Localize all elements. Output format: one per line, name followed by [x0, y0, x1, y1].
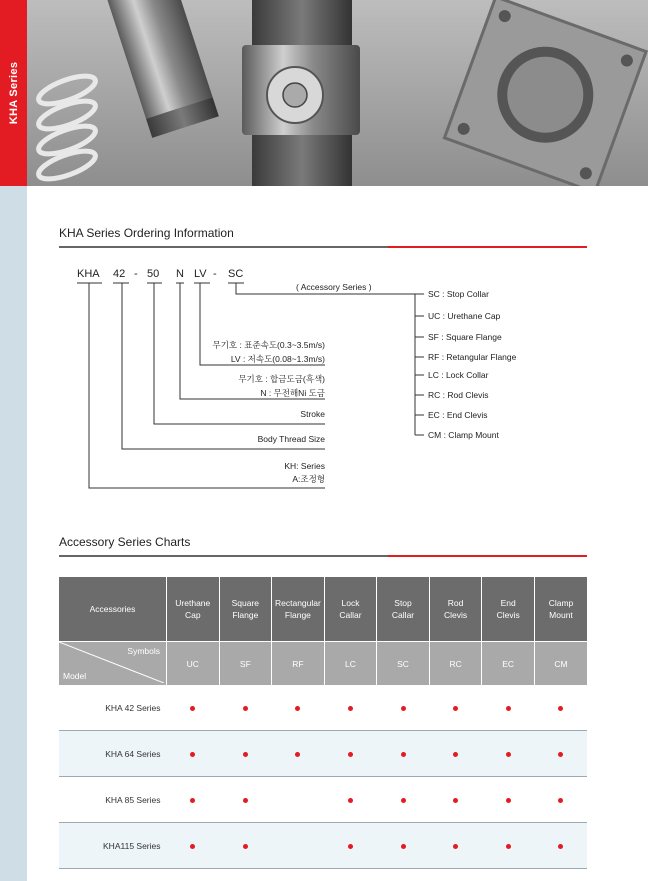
code-dash: -: [134, 268, 138, 280]
heading-rule-accent: [388, 555, 587, 557]
availability-cell: [534, 777, 587, 823]
availability-cell: [377, 777, 430, 823]
availability-cell: [272, 823, 325, 869]
plating-note: [175, 373, 325, 399]
symbol-cell: RC: [429, 642, 482, 686]
header-line: Rectangular: [274, 598, 321, 608]
speed-note-line: LV : 저속도(0.08~1.3m/s): [230, 354, 325, 364]
availability-cell: [272, 731, 325, 777]
series-note-line: KH: Series: [284, 461, 325, 471]
header-line: Flange: [232, 610, 259, 620]
available-dot-icon: [558, 844, 563, 849]
availability-cell: [324, 777, 377, 823]
header-line: End: [500, 598, 516, 608]
table-row: [59, 823, 587, 869]
available-dot-icon: [401, 706, 406, 711]
symbols-row: [59, 642, 587, 686]
symbol-cell: SF: [219, 642, 272, 686]
series-note-line: A:조정형: [292, 474, 325, 484]
accessory-item: RC : Rod Clevis: [428, 390, 489, 400]
availability-cell: [429, 777, 482, 823]
available-dot-icon: [453, 844, 458, 849]
availability-cell: [167, 731, 220, 777]
availability-cell: [272, 685, 325, 731]
accessory-item: UC : Urethane Cap: [428, 311, 501, 321]
available-dot-icon: [348, 844, 353, 849]
header-line: Mount: [549, 610, 573, 620]
availability-cell: [167, 823, 220, 869]
speed-note: [175, 339, 325, 365]
available-dot-icon: [243, 706, 248, 711]
table-row: [59, 685, 587, 731]
availability-cell: [482, 777, 535, 823]
available-dot-icon: [558, 706, 563, 711]
available-dot-icon: [190, 706, 195, 711]
availability-cell: [429, 731, 482, 777]
header-cell: [272, 577, 325, 642]
availability-cell: [377, 685, 430, 731]
header-line: Stop: [394, 598, 412, 608]
model-name: KHA 42 Series: [59, 685, 167, 731]
plating-note-line: N : 무전해Ni 도금: [260, 388, 325, 398]
available-dot-icon: [190, 752, 195, 757]
model-label: Model: [63, 671, 87, 681]
available-dot-icon: [453, 798, 458, 803]
ordering-info-heading: KHA Series Ordering Information: [59, 226, 234, 240]
availability-cell: [324, 731, 377, 777]
availability-cell: [324, 823, 377, 869]
available-dot-icon: [401, 752, 406, 757]
accessory-item: RF : Retangular Flange: [428, 352, 517, 362]
availability-cell: [324, 685, 377, 731]
availability-cell: [482, 823, 535, 869]
symbol-cell: RF: [272, 642, 325, 686]
series-note: [175, 461, 325, 485]
availability-cell: [429, 823, 482, 869]
available-dot-icon: [401, 798, 406, 803]
available-dot-icon: [401, 844, 406, 849]
header-line: Callar: [391, 610, 415, 620]
stroke-label: Stroke: [300, 409, 325, 419]
code-n: N: [176, 268, 184, 280]
accessory-item: LC : Lock Collar: [428, 370, 489, 380]
available-dot-icon: [453, 706, 458, 711]
header-cell: [167, 577, 220, 642]
available-dot-icon: [243, 752, 248, 757]
code-sc: SC: [228, 268, 244, 280]
symbol-cell: UC: [167, 642, 220, 686]
table-row: [59, 731, 587, 777]
header-line: Clevis: [496, 610, 520, 620]
header-line: Clamp: [548, 598, 574, 608]
code-size: 42: [113, 268, 126, 280]
symbols-model-corner: [59, 642, 167, 686]
accessory-chart-heading: Accessory Series Charts: [59, 535, 191, 549]
available-dot-icon: [506, 706, 511, 711]
available-dot-icon: [348, 798, 353, 803]
header-cell: [219, 577, 272, 642]
available-dot-icon: [243, 798, 248, 803]
header-line: Clevis: [444, 610, 468, 620]
available-dot-icon: [558, 752, 563, 757]
model-name: KHA 85 Series: [59, 777, 167, 823]
availability-cell: [534, 685, 587, 731]
available-dot-icon: [348, 706, 353, 711]
available-dot-icon: [190, 798, 195, 803]
accessory-series-label: ( Accessory Series ): [296, 282, 372, 292]
header-line: Rod: [447, 598, 464, 608]
side-tab-label: KHA Series: [7, 61, 20, 125]
speed-note-line: 무기호 : 표준속도(0.3~3.5m/s): [212, 340, 325, 350]
header-cell: [377, 577, 430, 642]
accessory-item: SF : Square Flange: [428, 332, 502, 342]
available-dot-icon: [453, 752, 458, 757]
accessory-item: SC : Stop Collar: [428, 289, 489, 299]
heading-rule: [59, 555, 388, 557]
available-dot-icon: [295, 752, 300, 757]
availability-cell: [482, 731, 535, 777]
available-dot-icon: [190, 844, 195, 849]
availability-cell: [167, 685, 220, 731]
available-dot-icon: [295, 706, 300, 711]
code-lv: LV: [194, 268, 207, 280]
model-name: KHA115 Series: [59, 823, 167, 869]
model-name: KHA 64 Series: [59, 731, 167, 777]
availability-cell: [219, 777, 272, 823]
header-line: Lock: [341, 598, 360, 608]
availability-cell: [272, 777, 325, 823]
code-kha: KHA: [77, 268, 100, 280]
availability-cell: [429, 685, 482, 731]
availability-cell: [377, 731, 430, 777]
availability-cell: [534, 731, 587, 777]
availability-cell: [377, 823, 430, 869]
availability-cell: [219, 685, 272, 731]
header-line: Cap: [184, 610, 201, 620]
table-row: [59, 777, 587, 823]
availability-cell: [534, 823, 587, 869]
availability-cell: [167, 777, 220, 823]
thread-label: Body Thread Size: [257, 434, 325, 444]
available-dot-icon: [243, 844, 248, 849]
header-accessories: Accessories: [59, 577, 167, 642]
header-cell: [324, 577, 377, 642]
plating-note-line: 무기호 : 합금도금(흑색): [238, 374, 325, 384]
available-dot-icon: [348, 752, 353, 757]
accessory-item: EC : End Clevis: [428, 410, 488, 420]
header-cell: [482, 577, 535, 642]
header-line: Callar: [339, 610, 362, 620]
thread-note: [175, 434, 325, 444]
accessory-item: CM : Clamp Mount: [428, 430, 499, 440]
header-line: Flange: [284, 610, 311, 620]
symbol-cell: CM: [534, 642, 587, 686]
availability-cell: [219, 823, 272, 869]
symbol-cell: LC: [324, 642, 377, 686]
header-cell: [429, 577, 482, 642]
availability-cell: [219, 731, 272, 777]
code-dash: -: [213, 268, 217, 280]
symbol-cell: SC: [377, 642, 430, 686]
stroke-note: [175, 409, 325, 419]
available-dot-icon: [558, 798, 563, 803]
code-stroke: 50: [147, 268, 160, 280]
available-dot-icon: [506, 798, 511, 803]
header-line: Square: [231, 598, 260, 608]
available-dot-icon: [506, 752, 511, 757]
model-rows: [59, 685, 587, 869]
availability-cell: [482, 685, 535, 731]
header-cell: [534, 577, 587, 642]
symbol-cell: EC: [482, 642, 535, 686]
table-header-row: [59, 577, 587, 642]
header-line: Urethane: [175, 598, 211, 608]
accessory-table: [59, 577, 587, 869]
available-dot-icon: [506, 844, 511, 849]
symbols-label: Symbols: [127, 646, 160, 656]
